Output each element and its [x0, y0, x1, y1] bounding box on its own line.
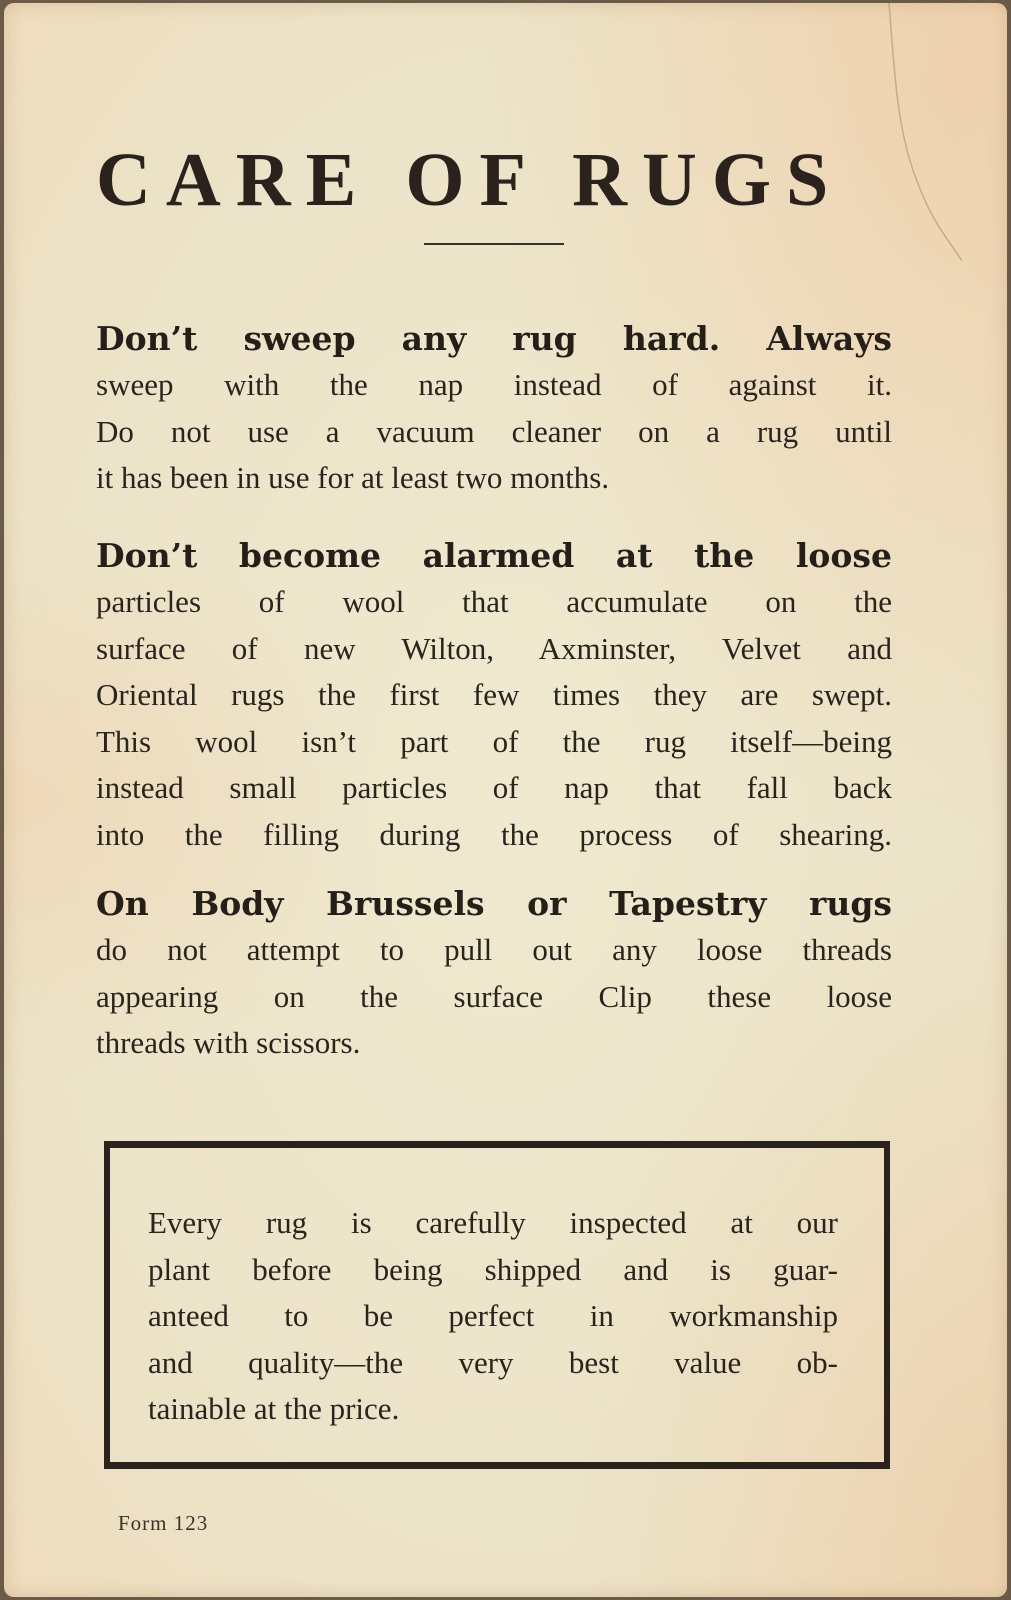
paragraph-line: sweep with the nap instead of against it.	[96, 367, 892, 402]
paragraph-line: Do not use a vacuum cleaner on a rug until	[96, 413, 892, 449]
guarantee-text	[148, 1200, 838, 1433]
paper-crease-mark	[884, 3, 964, 263]
paragraph-loose-threads	[96, 881, 892, 1067]
rug-care-card	[4, 3, 1007, 1597]
paragraph-lead: Don’t sweep any rug hard. Always	[96, 319, 892, 358]
paragraph-lead: On Body Brussels or Tapestry rugs	[96, 884, 892, 923]
guarantee-line: anteed to be perfect in workmanship	[148, 1298, 838, 1333]
paragraph-line: do not attempt to pull out any loose threads	[96, 932, 892, 967]
paragraph-line: appearing on the surface Clip these loose	[96, 978, 892, 1014]
guarantee-line: and quality—the very best value ob-	[148, 1344, 838, 1380]
guarantee-box	[104, 1141, 890, 1469]
guarantee-line: Every rug is carefully inspected at our	[148, 1205, 838, 1240]
paragraph-line: particles of wool that accumulate on the	[96, 584, 892, 619]
paragraph-line: Oriental rugs the first few times they are swept.	[96, 677, 892, 712]
paragraph-line: it has been in use for at least two months.	[96, 460, 610, 495]
paragraph-line: surface of new Wilton, Axminster, Velvet and	[96, 630, 892, 666]
paragraph-sweeping	[96, 316, 892, 502]
page-title: CARE OF RUGS	[96, 137, 844, 222]
paragraph-line: This wool isn’t part of the rug itself—being	[96, 723, 892, 759]
paragraph-line: threads with scissors.	[96, 1025, 361, 1060]
form-number: Form 123	[118, 1511, 209, 1535]
title-divider	[424, 243, 564, 245]
guarantee-line: plant before being shipped and is guar-	[148, 1251, 838, 1287]
paragraph-line: instead small particles of nap that fall back	[96, 770, 892, 805]
guarantee-line: tainable at the price.	[148, 1391, 400, 1426]
paragraph-lead: Don’t become alarmed at the loose	[96, 536, 892, 575]
paragraph-line: into the filling during the process of shearing.	[96, 816, 892, 852]
paragraph-loose-wool	[96, 533, 892, 858]
